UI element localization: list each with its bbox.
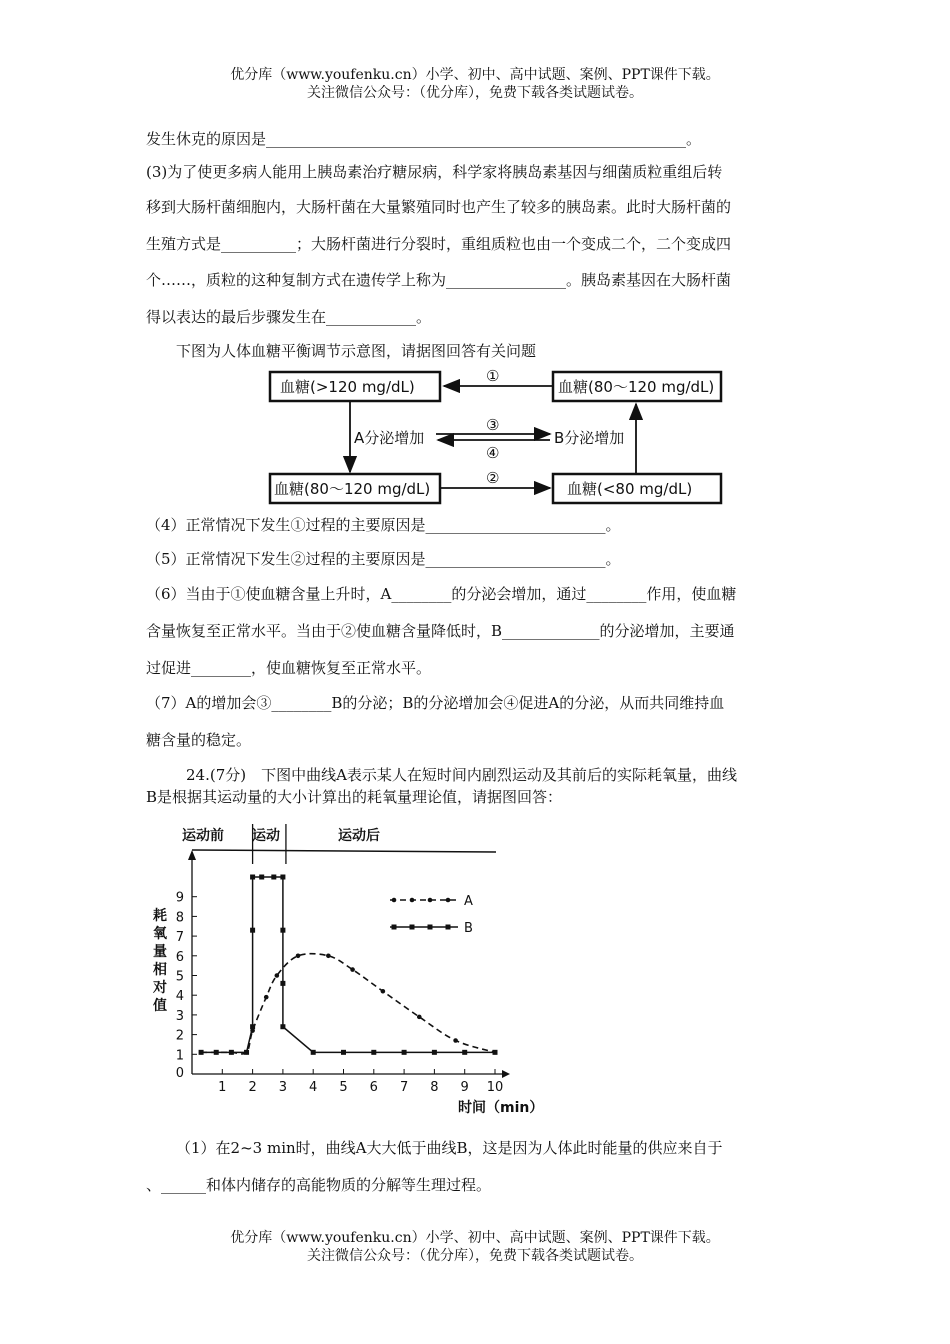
x-tick-label: 9	[460, 1080, 469, 1095]
x-tick-label: 4	[309, 1080, 318, 1095]
phase-label: 运动后	[338, 828, 380, 844]
marker-3: ③	[486, 416, 500, 434]
y-tick-label: 6	[175, 949, 184, 965]
box-low-sugar-label: 血糖(<80 mg/dL)	[567, 480, 693, 498]
series-b-point	[250, 875, 255, 880]
series-b-point	[341, 1050, 346, 1055]
y-axis-label-char: 对	[153, 980, 167, 996]
y-axis-label-char: 氧	[153, 926, 167, 942]
series-b-point	[280, 875, 285, 880]
x-tick-label: 2	[248, 1080, 257, 1095]
question-6-line-1: （6）当由于①使血糖含量上升时，A________的分泌会增加，通过________作用，使血糖	[146, 585, 737, 603]
q24-sub-line-1: （1）在2~3 min时，曲线A大大低于曲线B，这是因为人体此时能量的供应来自于	[176, 1139, 723, 1157]
series-b-point	[402, 1050, 407, 1055]
series-b-line	[201, 877, 495, 1052]
series-a-point	[275, 973, 280, 978]
legend-b-marker	[410, 925, 415, 930]
question-5: （5）正常情况下发生②过程的主要原因是________________________。	[146, 550, 621, 568]
y-axis-label-char: 值	[153, 998, 167, 1014]
series-a-point	[417, 1015, 422, 1020]
series-b-point	[199, 1050, 204, 1055]
series-b-point	[462, 1050, 467, 1055]
series-b-point	[244, 1050, 249, 1055]
x-tick-label: 6	[369, 1080, 378, 1095]
q24-line-2: B是根据其运动量的大小计算出的耗氧量理论值，请据图回答：	[146, 788, 563, 806]
phase-baseline	[192, 850, 496, 852]
legend-a-marker	[410, 898, 415, 903]
blood-sugar-diagram	[260, 364, 730, 509]
q24-line-1: 24.(7分) 下图中曲线A表示某人在短时间内剧烈运动及其前后的实际耗氧量，曲线	[186, 766, 737, 784]
x-axis-arrow	[502, 1070, 510, 1078]
question-4: （4）正常情况下发生①过程的主要原因是________________________。	[146, 516, 621, 534]
series-b-point	[271, 875, 276, 880]
header-line-2: 关注微信公众号：（优分库），免费下载各类试题试卷。	[307, 85, 643, 101]
x-tick-label: 7	[399, 1080, 409, 1095]
body-line-5: 个……，质粒的这种复制方式在遗传学上称为________________。胰岛素基因在大肠杆菌	[146, 271, 732, 289]
x-tick-label: 3	[278, 1080, 288, 1095]
y-tick-label: 8	[175, 910, 184, 926]
series-a-point	[264, 995, 269, 1000]
x-tick-label: 5	[339, 1080, 348, 1095]
question-7-line-2: 糖含量的稳定。	[146, 731, 252, 749]
legend-b-label: B	[464, 921, 473, 936]
question-6-line-3: 过促进________，使血糖恢复至正常水平。	[146, 659, 432, 677]
box-high-sugar-label: 血糖(>120 mg/dL)	[280, 378, 415, 396]
series-b-point	[250, 928, 255, 933]
y-tick-label: 2	[175, 1028, 184, 1044]
diagram-intro: 下图为人体血糖平衡调节示意图，请据图回答有关问题	[176, 342, 537, 360]
legend-a-marker	[428, 898, 433, 903]
label-b-secretion: B分泌增加	[554, 429, 625, 447]
series-a-point	[350, 967, 355, 972]
series-a-point	[296, 954, 301, 959]
body-line-6: 得以表达的最后步骤发生在____________。	[146, 308, 432, 326]
marker-2: ②	[486, 469, 500, 487]
x-tick-label: 10	[486, 1080, 504, 1095]
body-line-4: 生殖方式是__________；大肠杆菌进行分裂时，重组质粒也由一个变成二个，二个变成四	[146, 235, 732, 253]
question-6-line-2: 含量恢复至正常水平。当由于②使血糖含量降低时，B_____________的分泌增加，主要通	[146, 622, 735, 640]
y-tick-label: 0	[175, 1066, 184, 1081]
footer-line-1: 优分库（www.youfenku.cn）小学、初中、高中试题、案例、PPT课件下载。	[230, 1230, 720, 1246]
legend-a-label: A	[464, 894, 473, 909]
series-b-point	[371, 1050, 376, 1055]
series-b-point	[280, 981, 285, 986]
y-tick-label: 5	[175, 969, 184, 985]
series-b-point	[250, 1024, 255, 1029]
y-axis-label-char: 耗	[153, 908, 167, 924]
y-axis-label-char: 量	[153, 944, 167, 960]
label-a-secretion: A分泌增加	[354, 429, 425, 447]
y-axis-label-char: 相	[153, 962, 167, 978]
series-b-point	[214, 1050, 219, 1055]
series-a-point	[381, 989, 386, 994]
header-line-1: 优分库（www.youfenku.cn）小学、初中、高中试题、案例、PPT课件下载。	[230, 67, 720, 83]
series-a-line	[201, 954, 495, 1054]
y-tick-label: 1	[175, 1048, 184, 1064]
legend-b-marker	[392, 925, 397, 930]
question-7-line-1: （7）A的增加会③________B的分泌；B的分泌增加会④促进A的分泌，从而共同维持血	[146, 694, 725, 712]
phase-label: 运动前	[182, 828, 224, 844]
oxygen-chart	[140, 818, 560, 1123]
marker-1: ①	[486, 367, 500, 385]
series-a-point	[453, 1038, 458, 1043]
y-tick-label: 9	[175, 890, 184, 906]
page-header	[0, 66, 950, 102]
legend-a-marker	[392, 898, 397, 903]
series-a-point	[326, 954, 331, 959]
series-b-point	[493, 1050, 498, 1055]
body-line-3: 移到大肠杆菌细胞内，大肠杆菌在大量繁殖同时也产生了较多的胰岛素。此时大肠杆菌的	[146, 198, 732, 216]
series-b-point	[311, 1050, 316, 1055]
footer-line-2: 关注微信公众号：（优分库），免费下载各类试题试卷。	[307, 1248, 643, 1264]
phase-label: 运动	[252, 828, 280, 844]
marker-4: ④	[486, 444, 500, 462]
legend-b-marker	[446, 925, 451, 930]
body-line-1: 发生休克的原因是________________________________________________________。	[146, 130, 702, 148]
y-tick-label: 3	[175, 1008, 184, 1024]
box-normal-sugar-bottom-label: 血糖(80～120 mg/dL)	[274, 480, 431, 498]
legend-a-marker	[446, 898, 451, 903]
body-line-2: (3)为了使更多病人能用上胰岛素治疗糖尿病，科学家将胰岛素基因与细菌质粒重组后转	[146, 163, 723, 181]
series-b-point	[229, 1050, 234, 1055]
x-tick-label: 1	[218, 1080, 227, 1095]
box-normal-sugar-top-label: 血糖(80～120 mg/dL)	[558, 378, 715, 396]
series-b-point	[432, 1050, 437, 1055]
series-b-point	[280, 1024, 285, 1029]
x-tick-label: 8	[430, 1080, 439, 1095]
series-b-point	[259, 875, 264, 880]
y-tick-label: 4	[175, 989, 184, 1005]
legend-b-marker	[428, 925, 433, 930]
series-b-point	[280, 928, 285, 933]
page-footer	[0, 1229, 950, 1265]
q24-sub-line-2: 、______和体内储存的高能物质的分解等生理过程。	[146, 1176, 492, 1194]
y-tick-label: 7	[175, 930, 184, 946]
y-axis-arrow	[188, 850, 196, 860]
x-axis-label: 时间（min）	[458, 1100, 544, 1116]
